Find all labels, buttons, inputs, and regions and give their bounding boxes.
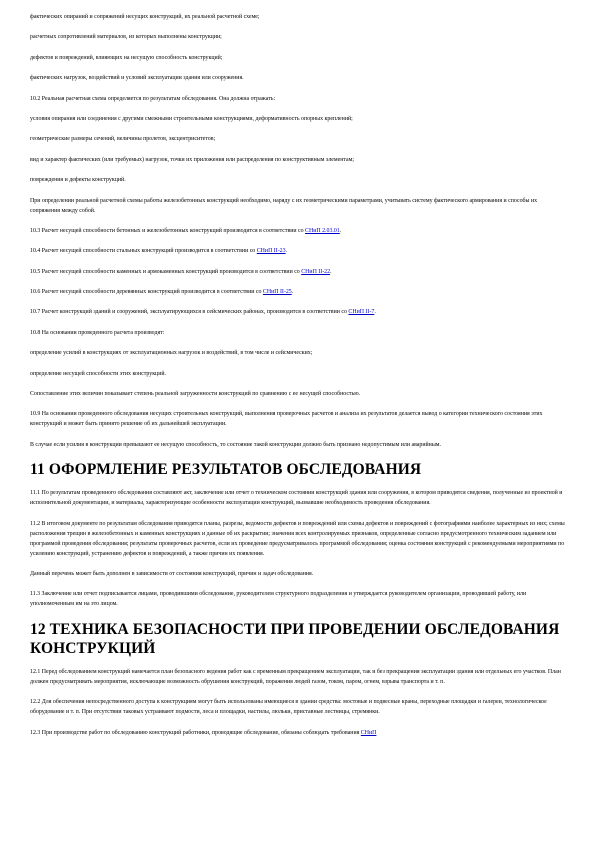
paragraph [30,246,565,256]
section10-continuation [30,12,565,450]
paragraph [30,409,565,429]
standard-link[interactable]: СНиП II-25 [262,289,292,296]
paragraph [30,589,565,609]
paragraph-text: 11.2 В итоговом документе по результатам обследования приводятся планы, разрезы, ведомости дефектов и повреждений или схемы дефектов и повреждений с фотографиями наиболее характерных из них; схемы расположения трещин в железобетонных и каменных конструкциях и данные об их раскрытии; значения всех контролируемых признаков, определенные согласно предусмотренного техническим заданием или программой проведения обследования; результаты проверочных расчетов, если их проведение предусматривалось программой обследования; оценка состояния конструкций с рекомендуемыми мероприятиями по усилению конструкций, устранению дефектов и повреждений, а также причин их появления. [30,520,565,557]
paragraph [30,226,565,236]
paragraph-text: дефектов и повреждений, влияющих на несущую способность конструкций; [30,54,223,61]
paragraph-text-tail: . [291,289,294,296]
paragraph-text: геометрические размеры сечений, величины пролетов, эксцентриситетов; [30,136,216,143]
standard-link[interactable]: СНиП II-7 [348,309,375,316]
paragraph-text: 10.6 Расчет несущей способности деревянных конструкций производится в соответствии со [30,289,263,296]
section11-body [30,488,565,609]
paragraph [30,32,565,42]
paragraph-text: 10.3 Расчет несущей способности бетонных и железобетонных конструкций производится в соответствии со [30,227,306,234]
paragraph [30,287,565,297]
paragraph-text: 11.1 По результатам проведенного обследования составляют акт, заключение или отчет о техническом состоянии конструкций здания или сооружения, в котором приводятся сведения, полученные из проектной и исполнительной документации, и материалы, характеризующие особенности эксплуатации конструкций, вызвавшие необходимость проведения обследования. [30,490,563,507]
paragraph [30,94,565,104]
paragraph-text: 12.1 Перед обследованием конструкций намечается план безопасного ведения работ как с временным прекращением эксплуатации, так и без прекращения эксплуатации здания или отдельных его участков. План должен предусматривать мероприятия, исключающие возможность обрушения конструкций, поражения людей газом, током, паром, огнем, взрыва транспорта и т. п. [30,668,561,685]
paragraph-text-tail: . [330,268,332,275]
paragraph-text: 12.3 При производстве работ по обследованию конструкций работники, проводящие обследование, обязаны соблюдать требования [30,729,361,736]
paragraph-text: В случае если усилия в конструкции превышают ее несущую способность, то состояние такой конструкции должно быть признано недопустимым или аварийным. [30,441,441,448]
paragraph-text: условия опирания или соединения с другими смежными строительными конструкциями, деформативность опорных креплений; [30,115,353,122]
standard-link[interactable]: СНиП 2.03.01 [305,227,340,234]
paragraph [30,73,565,83]
paragraph [30,175,565,185]
paragraph-text: фактических опираний и сопряжений несущих конструкций, их реальной расчетной схеме; [30,14,260,20]
paragraph [30,348,565,358]
paragraph-text: фактических нагрузок, воздействий и условий эксплуатации здания или сооружения. [30,75,244,82]
paragraph [30,155,565,165]
paragraph [30,53,565,63]
paragraph [30,667,565,687]
paragraph-text-tail: . [374,309,376,316]
standard-link[interactable]: СНиП II-22 [301,268,331,275]
standard-link[interactable]: СНиП [360,729,377,736]
paragraph-text: 10.7 Расчет конструкций зданий и сооружений, эксплуатирующихся в сейсмических районах, производится в соответствии со [30,309,349,316]
paragraph [30,728,565,738]
paragraph-text: вид и характер фактических (или требуемых) нагрузок, точки их приложения или распределения по конструктивным элементам; [30,156,354,163]
section12-heading: 12 ТЕХНИКА БЕЗОПАСНОСТИ ПРИ ПРОВЕДЕНИИ ОБСЛЕДОВАНИЯ КОНСТРУКЦИЙ [30,620,560,657]
paragraph-text: 10.4 Расчет несущей способности стальных конструкций производится в соответствии со [30,248,257,255]
paragraph [30,134,565,144]
paragraph [30,569,565,579]
paragraph-text: 10.2 Реальная расчетная схема определяется по результатам обследования. Она должна отражать: [30,95,276,102]
paragraph-text: 10.9 На основании проведенного обследования несущих строительных конструкций, выполнения проверочных расчетов и анализа их результатов делается вывод о категории технического состояния этих конструкций и может быть принято решение об их дальнейшей эксплуатации. [30,411,543,428]
paragraph-text: 11.3 Заключение или отчет подписывается лицами, проводившими обследование, руководителем структурного подразделения и утверждается руководителем организации, проводившей работу, или уполномоченным им на это лицом. [30,591,527,608]
paragraph [30,389,565,399]
paragraph-text: Сопоставление этих величин показывает степень реальной загруженности конструкций по сравнению с ее несущей способностью. [30,391,361,398]
section12-body [30,667,565,738]
standard-link[interactable]: СНиП II-23 [256,248,286,255]
paragraph [30,114,565,124]
paragraph [30,196,565,216]
paragraph-text: 10.5 Расчет несущей способности каменных и армокаменных конструкций производится в соответствии со [30,268,302,275]
paragraph [30,307,565,317]
paragraph-text-tail: . [339,227,342,234]
paragraph-text: Данный перечень может быть дополнен в зависимости от состояния конструкций, причин и задач обследования. [30,570,314,577]
paragraph [30,440,565,450]
paragraph [30,697,565,717]
paragraph-text: При определении реальной расчетной схемы работы железобетонных конструкций необходимо, наряду с их геометрическими параметрами, учитывать систему фактического армирования и способы их сопряжения между собой. [30,197,538,214]
paragraph-text: 12.2 Для обеспечения непосредственного доступа к конструкциям могут быть использованы имеющиеся в здании средства: мостовые и подвесные краны, переходные площадки и галереи, технологическое оборудование и т. п. При отсутствии таковых устраивают подмости, леса и площадки, настилы, люльки, приставные лестницы, стремянки. [30,699,547,716]
paragraph [30,267,565,277]
paragraph-text: расчетных сопротивлений материалов, из которых выполнены конструкции; [30,34,222,41]
paragraph-text-tail: . [285,248,288,255]
paragraph-text: 10.8 На основании проведенного расчета производят: [30,329,165,336]
paragraph-text: повреждения и дефекты конструкций. [30,177,126,184]
section11-heading: 11 ОФОРМЛЕНИЕ РЕЗУЛЬТАТОВ ОБСЛЕДОВАНИЯ [30,461,422,479]
paragraph [30,488,565,508]
paragraph [30,12,565,22]
paragraph [30,369,565,379]
paragraph-text: определение усилий в конструкциях от эксплуатационных нагрузок и воздействий, в том числе и сейсмических; [30,350,313,357]
paragraph [30,519,565,559]
paragraph-text: определение несущей способности этих конструкций. [30,370,166,377]
paragraph [30,328,565,338]
